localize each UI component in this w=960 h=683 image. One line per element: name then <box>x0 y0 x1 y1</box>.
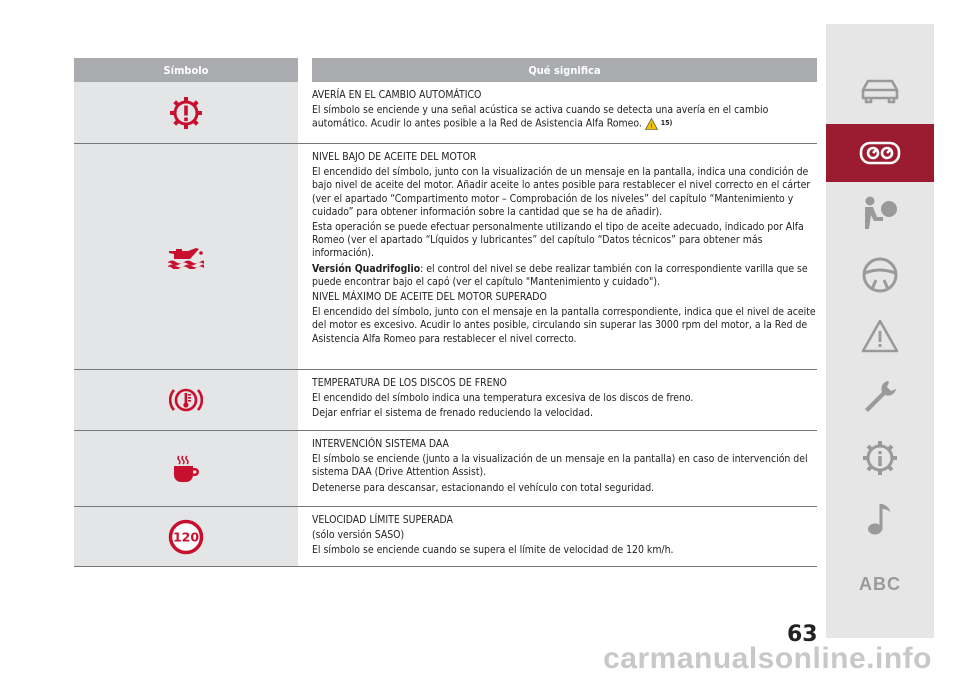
row-title: AVERÍA EN EL CAMBIO AUTOMÁTICO <box>312 89 482 101</box>
header-meaning: Qué significa <box>528 63 601 77</box>
table-row <box>74 82 817 144</box>
row-title: NIVEL BAJO DE ACEITE DEL MOTOR <box>312 151 477 163</box>
row-text: Detenerse para descansar, estacionando el vehículo con total seguridad. <box>312 481 655 494</box>
music-note-icon <box>865 501 895 537</box>
gear-info-icon <box>861 439 899 477</box>
dashboard-icon <box>859 140 901 166</box>
symbol-cell <box>74 507 298 566</box>
row-text: El encendido del símbolo, junto con el mensaje en la pantalla correspondiente, indica que el nivel de aceite del motor es excesivo. Acudir lo antes posible, circulando sin superar las 3000 rpm del motor, a la Red de Asistencia Alfa Romeo para restablecer el nivel correcto. <box>312 306 816 345</box>
symbol-cell <box>74 370 298 430</box>
airbag-icon <box>860 195 900 231</box>
row-text-bold: Versión Quadrifoglio <box>312 262 421 275</box>
table-row <box>74 370 817 431</box>
row-text: El símbolo se enciende cuando se supera el límite de velocidad de 120 km/h. <box>312 544 674 557</box>
warning-icon <box>645 118 658 130</box>
svg-text:!: ! <box>650 123 653 131</box>
wrench-icon <box>861 378 899 416</box>
reference-note: 15) <box>660 119 673 128</box>
gearbox-failure-icon <box>169 96 203 130</box>
sidebar-item-dashboard[interactable] <box>826 124 934 182</box>
speed-limit-icon <box>168 519 204 555</box>
row-text: (sólo versión SASO) <box>312 529 405 542</box>
row-text: El símbolo se enciende y una señal acústica se activa cuando se detecta una avería en el cambio automático. Acudir lo antes posible a la Red de Asistencia Alfa Romeo. <box>312 104 769 131</box>
sidebar-item-safety[interactable] <box>826 184 934 242</box>
row-text: El símbolo se enciende (junto a la visualización de un mensaje en la pantalla) en caso de intervención del sistema DAA (Drive Attention Assist). <box>312 453 808 479</box>
brake-disc-temperature-icon <box>169 385 203 415</box>
sidebar-item-car[interactable] <box>826 61 934 119</box>
sidebar-item-technical-data[interactable] <box>826 429 934 487</box>
symbol-cell <box>74 82 298 143</box>
row-title: INTERVENCIÓN SISTEMA DAA <box>312 438 449 450</box>
row-text: El encendido del símbolo indica una temperatura excesiva de los discos de freno. <box>312 392 694 405</box>
warning-triangle-icon <box>860 318 900 354</box>
sidebar-item-driving[interactable] <box>826 246 934 304</box>
watermark: carmanualsonline.info <box>603 642 932 675</box>
speed-limit-value: 120 <box>172 529 200 544</box>
page-number: 63 <box>787 622 818 647</box>
steering-wheel-icon <box>861 256 899 294</box>
row-text: Dejar enfriar el sistema de frenado reduciendo la velocidad. <box>312 407 593 420</box>
table-header <box>74 58 817 82</box>
table-row <box>74 431 817 507</box>
row-text: Esta operación se puede efectuar personalmente utilizando el tipo de aceite adecuado, indicado por Alfa Romeo (ver el apartado “Líquidos y lubricantes” del capítulo “Datos técnicos” para obtener más información). <box>312 221 804 260</box>
warning-lights-table <box>74 58 817 567</box>
symbol-cell <box>74 144 298 369</box>
sidebar-item-multimedia[interactable] <box>826 490 934 548</box>
symbol-cell <box>74 431 298 506</box>
oil-level-icon <box>166 245 206 269</box>
table-row <box>74 144 817 370</box>
row-title: TEMPERATURA DE LOS DISCOS DE FRENO <box>312 377 507 389</box>
coffee-cup-icon <box>172 454 200 484</box>
car-icon <box>860 76 900 104</box>
sidebar-item-emergency[interactable] <box>826 307 934 365</box>
header-symbol: Símbolo <box>163 63 209 77</box>
row-text: : el control del nivel se debe realizar también con la correspondiente varilla que se puede encontrar bajo el capó (ver el capítulo "Mantenimiento y cuidado"). <box>312 262 808 288</box>
sidebar-item-index[interactable] <box>826 555 934 613</box>
table-row <box>74 507 817 567</box>
row-text: El encendido del símbolo, junto con la visualización de un mensaje en la pantalla, indica una condición de bajo nivel de aceite del motor. Añadir aceite lo antes posible para restablecer el nivel correcto en el cárter (ver el apartado “Compartimento motor – Comprobación de los niveles” del capítulo “Mantenimiento y cuidado” para obtener información sobre la cantidad que se ha de añadir). <box>312 166 811 218</box>
sidebar-item-maintenance[interactable] <box>826 368 934 426</box>
row-title: NIVEL MÁXIMO DE ACEITE DEL MOTOR SUPERADO <box>312 291 547 304</box>
row-title: VELOCIDAD LÍMITE SUPERADA <box>312 514 453 526</box>
chapter-sidebar <box>826 24 934 638</box>
abc-icon: ABC <box>859 573 901 594</box>
